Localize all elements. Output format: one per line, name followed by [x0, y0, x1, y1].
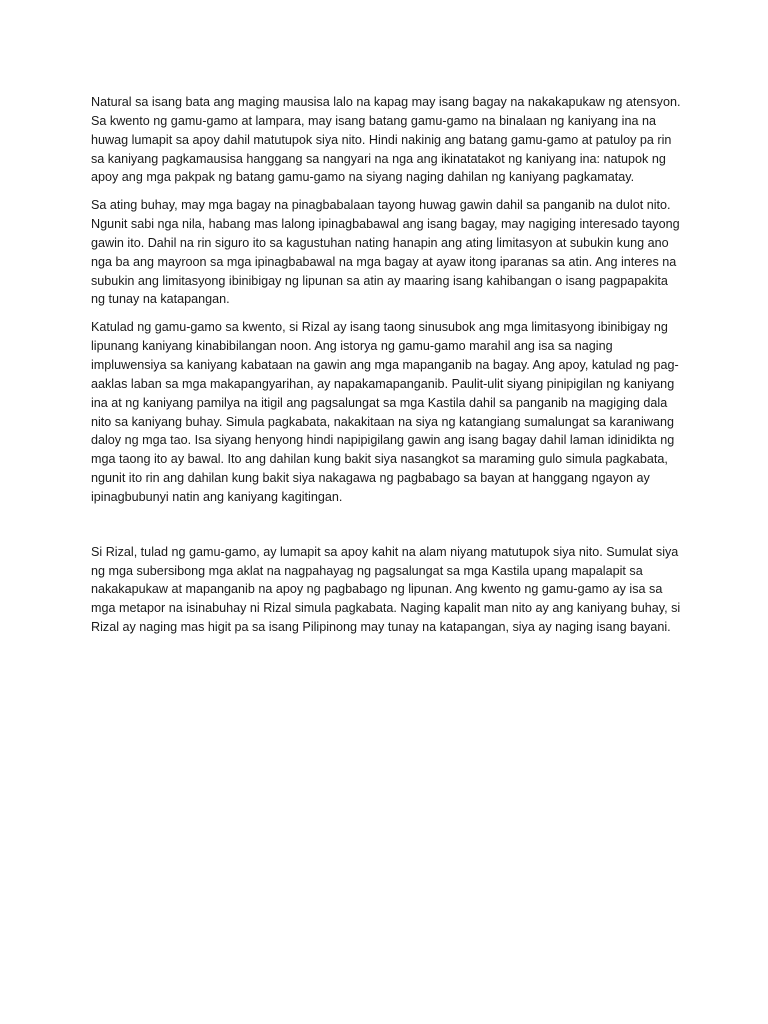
text-line: nito sa kaniyang buhay. Simula pagkabata, nakakitaan na siya ng katangiang sumalungat sa karaniwang [91, 414, 674, 429]
paragraph-2 [91, 196, 691, 309]
text-line: subukin ang limitasyong ibinibigay ng lipunan sa atin ay maaring isang kahibangan o isang pagpapakita [91, 273, 668, 288]
text-line: aaklas laban sa mga makapangyarihan, ay napakamapanganib. Paulit-ulit siyang pinipigilan ng kaniyang [91, 376, 675, 391]
text-line: ina at ng kaniyang pamilya na itigil ang pagsalungat sa mga Kastila dahil sa panganib na magiging dala [91, 395, 668, 410]
paragraph-1 [91, 93, 691, 187]
text-line: Ngunit sabi nga nila, habang mas lalong ipinagbabawal ang isang bagay, may nagiging interesado tayong [91, 217, 680, 232]
text-line: Natural sa isang bata ang maging mausisa lalo na kapag may isang bagay na nakakapukaw ng atensyon. [91, 95, 681, 109]
text-line: daloy ng mga tao. Isa siyang henyong hindi napipigilang gawin ang isang bagay dahil laman idinidikta ng [91, 433, 675, 448]
text-line: Si Rizal, tulad ng gamu-gamo, ay lumapit sa apoy kahit na alam niyang matutupok siya nito. Sumulat siya [91, 544, 679, 559]
text-line: lipunang kaniyang kinabibilangan noon. Ang istorya ng gamu-gamo marahil ang isa sa naging [91, 339, 613, 354]
text-line: Rizal ay naging mas higit pa sa isang Pilipinong may tunay na katapangan, siya ay naging isang bayani. [91, 620, 671, 635]
text-line: ipinagbubunyi natin ang kaniyang kagitingan. [91, 489, 343, 504]
text-line: ngunit ito rin ang dahilan kung bakit siya nakagawa ng pagbabago sa bayan at hanggang ngayon ay [91, 471, 650, 486]
text-line: impluwensiya sa kaniyang kabataan na gawin ang mga mapanganib na bagay. Ang apoy, katulad ng pag- [91, 357, 679, 372]
paragraph-3 [91, 318, 691, 506]
text-line: huwag lumapit sa apoy dahil matutupok siya nito. Hindi nakinig ang batang gamu-gamo at patuloy pa rin [91, 132, 672, 147]
text-line: ng mga subersibong mga aklat na nagpahayag ng pagsalungat sa mga Kastila upang mapalapit sa [91, 563, 643, 578]
text-line: apoy ang mga pakpak ng batang gamu-gamo na siyang naging dahilan ng kaniyang pagkamatay. [91, 170, 635, 185]
text-line: mga metapor na isinabuhay ni Rizal simula pagkabata. Naging kapalit man nito ay ang kaniyang buhay, si [91, 601, 681, 616]
text-line: nakakapukaw at mapanganib na apoy ng pagbabago ng lipunan. Ang kwento ng gamu-gamo ay isa sa [91, 582, 663, 597]
text-line: nga ba ang mayroon sa mga ipinagbabawal na mga bagay at ayaw itong iparanas sa atin. Ang interes na [91, 254, 677, 269]
text-line: Katulad ng gamu-gamo sa kwento, si Rizal ay isang taong sinusubok ang mga limitasyong ibinibigay ng [91, 320, 668, 335]
text-line: Sa kwento ng gamu-gamo at lampara, may isang batang gamu-gamo na binalaan ng kaniyang ina na [91, 113, 656, 128]
text-line: sa kaniyang pagkamausisa hanggang sa nangyari na nga ang ikinatatakot ng kaniyang ina: natupok ng [91, 151, 666, 166]
blank-line-spacer [91, 516, 691, 543]
text-line: gawin ito. Dahil na rin siguro ito sa kagustuhan nating hanapin ang ating limitasyon at subukin kung ano [91, 235, 669, 250]
text-line: mga taong ito ay bawal. Ito ang dahilan kung bakit siya nasangkot sa maraming gulo simula pagkabata, [91, 452, 668, 467]
text-line: Sa ating buhay, may mga bagay na pinagbabalaan tayong huwag gawin dahil sa panganib na dulot nito. [91, 198, 671, 213]
paragraph-4 [91, 543, 691, 637]
text-line: ng tunay na katapangan. [91, 292, 230, 307]
document-body [91, 93, 691, 646]
